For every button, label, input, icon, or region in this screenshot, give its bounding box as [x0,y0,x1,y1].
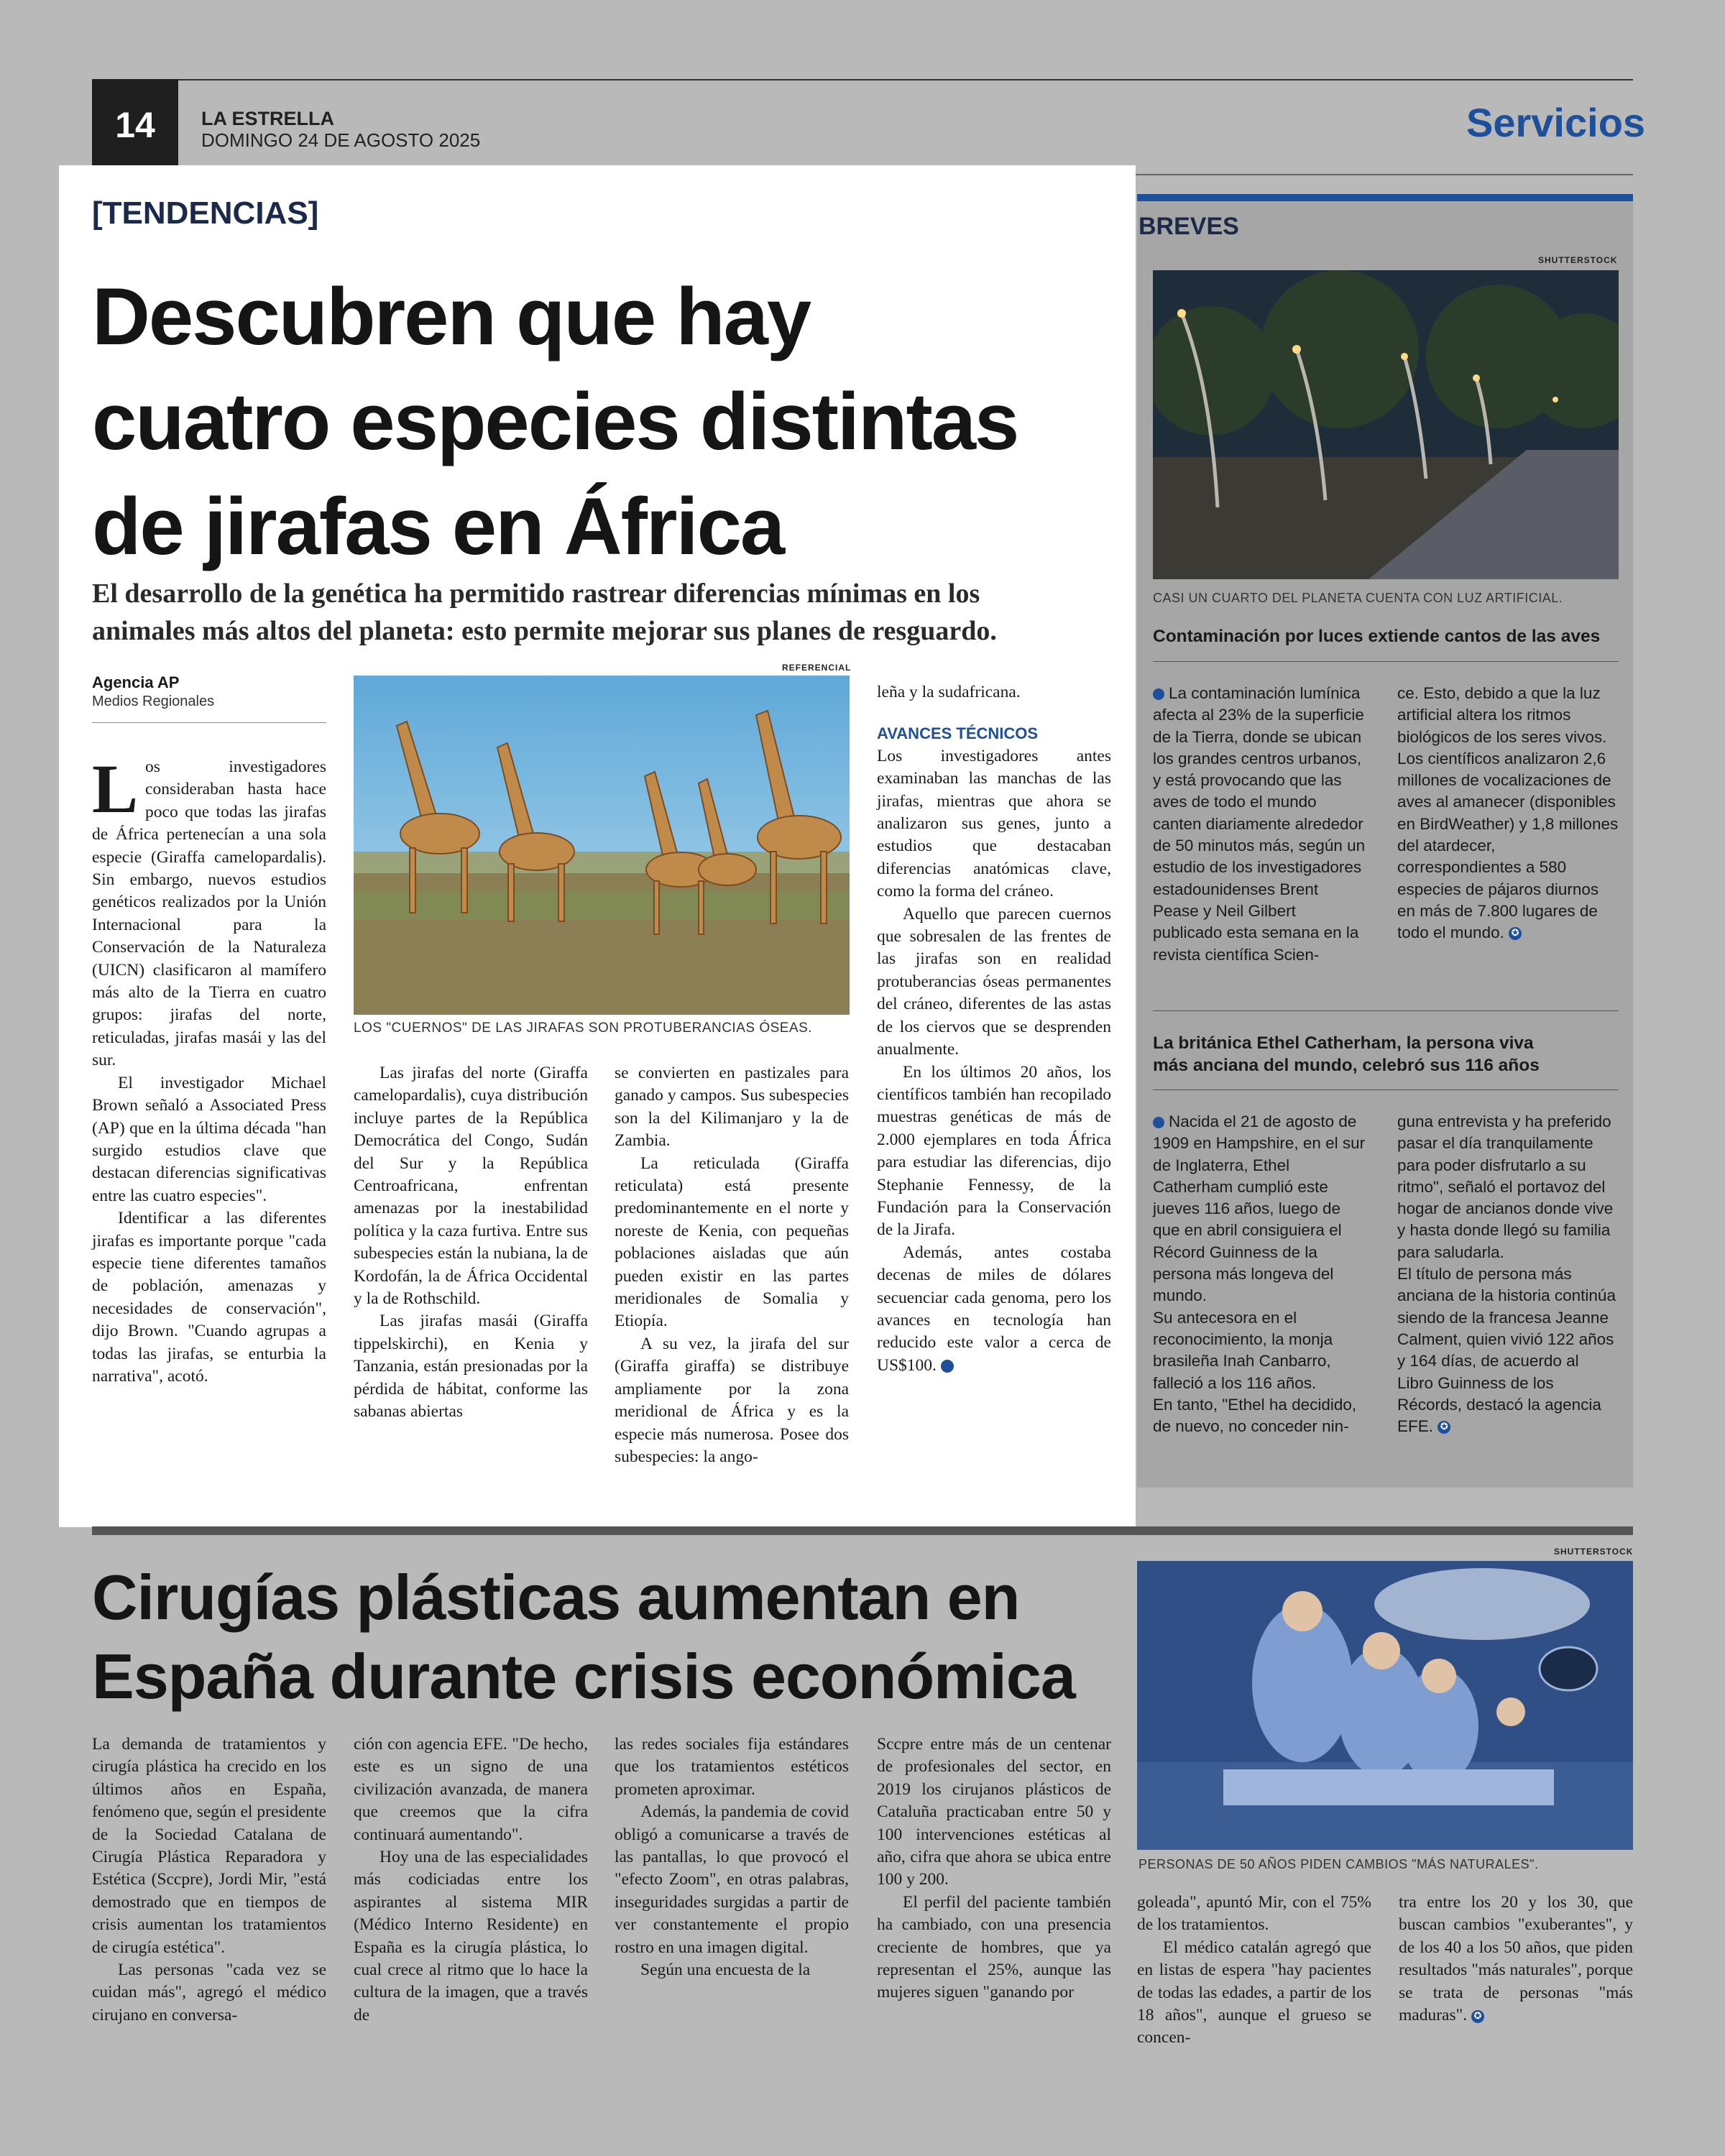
newspaper-name: LA ESTRELLA [201,108,334,129]
headline-line: cuatro especies distintas [92,377,1018,466]
headline-line: La británica Ethel Catherham, la persona viva [1153,1033,1534,1053]
brief-paragraph [1153,1111,1368,1307]
article-column-3 [615,1062,849,1468]
headline-line: Cirugías plásticas aumentan en [92,1562,1020,1633]
brief2-top-rule [1153,1010,1619,1011]
byline: Agencia AP [92,673,180,691]
paragraph-text: Además, antes costaba decenas de miles de dólares secuenciar cada genoma, pero los avances en tecnología han reducido este valor a cerca de US$100. [877,1243,1111,1375]
paragraph: Los investigadores antes examinaban las manchas de las jirafas, mientras que ahora se analizaron sus genes, junto a estudios que destacaban diferencias anatómicas clave, como la forma del cráneo. [877,746,1111,901]
headline-line: más anciana del mundo, celebró sus 116 años [1153,1056,1540,1075]
sidebar-photo-credit: SHUTTERSTOCK [1538,255,1618,265]
surgery-photo-caption: PERSONAS DE 50 AÑOS PIDEN CAMBIOS "MÁS NATURALES". [1138,1857,1539,1871]
paragraph: Hoy una de las especialidades más codiciadas entre los aspirantes al sistema MIR (Médico Interno Residente) en España es la cirugía plástica, lo cual crece al ritmo que lo hace la cultura de la imagen, que a través de [354,1848,588,2024]
main-headline [92,264,1127,579]
brief-paragraph: Su antecesora en el reconocimiento, la monja brasileña Inah Canbarro, falleció a los 116 años. [1153,1308,1333,1392]
paragraph: El investigador Michael Brown señaló a Associated Press (AP) que en la última década "han surgido estudios clave que destacan diferencias significativas entre las cuatro especies". [92,1073,326,1205]
bullet-dot-icon [1153,1117,1164,1128]
second-column-1 [92,1733,326,2027]
night-lights-photo [1153,270,1619,579]
headline-line: de jirafas en África [92,482,784,571]
paragraph: La reticulada (Giraffa reticulata) está presente predominantemente en el norte y noreste de Kenia, con pequeñas poblaciones aisladas que aún pueden existir en las partes meridionales de Somalia y Etiopía. [615,1153,849,1331]
paragraph [877,1242,1111,1377]
brief-paragraph [1153,683,1368,966]
paragraph: Según una encuesta de la [640,1961,811,1980]
brief-paragraph [1397,683,1619,944]
photo-credit: REFERENCIAL [782,663,852,673]
paragraph [1399,1892,1633,2027]
sidebar-photo-caption: CASI UN CUARTO DEL PLANETA CUENTA CON LUZ ARTIFICIAL. [1153,591,1563,605]
second-column-5 [1137,1892,1371,2050]
brief-paragraph: guna entrevista y ha preferido pasar el día tranquilamente para poder disfrutarlo a su ritmo", señaló el portavoz del hogar de ancianos donde vive y hasta donde llegó su familia para saludarla. [1397,1112,1614,1261]
paragraph: las redes sociales fija estándares que los tratamientos estéticos prometen aproximar. [615,1735,849,1799]
brief-paragraph [1397,1263,1619,1437]
brief2-column-2 [1397,1111,1619,1437]
byline-sub: Medios Regionales [92,694,215,709]
kicker: [TENDENCIAS] [92,195,319,231]
issue-date: DOMINGO 24 DE AGOSTO 2025 [201,129,481,151]
paragraph: Las personas "cada vez se cuidan más", agregó el médico cirujano en conversa- [92,1961,326,2024]
brief-text: La contaminación lumínica afecta al 23% de la superficie de la Tierra, donde se ubican los grandes centros urbanos, y está provocando que las aves de todo el mundo canten diariamente alrededor de 50 minutos más, según un estudio de los investigadores estadounidenses Brent Pease y Neil Gilbert publicado esta semana en la revista científica Scien- [1153,684,1366,964]
photo-caption: LOS "CUERNOS" DE LAS JIRAFAS SON PROTUBERANCIAS ÓSEAS. [354,1021,813,1036]
headline-line: España durante crisis económica [92,1641,1075,1712]
second-column-4 [877,1733,1111,2004]
paragraph: Aquello que parecen cuernos que sobresalen de las frentes de las jirafas son en realidad protuberancias óseas permanentes del cráneo, diferentes de las astas de los ciervos que se desprenden anualmente. [877,904,1111,1059]
page-number: 14 [92,79,178,171]
paragraph: goleada", apuntó Mir, con el 75% de los tratamientos. [1137,1893,1371,1935]
brief-text: Nacida el 21 de agosto de 1909 en Hampshire, en el sur de Inglaterra, Ethel Catherham cumplió este jueves 116 años, luego de que en abril consiguiera el Récord Guinness de la persona más longeva del mundo. [1153,1112,1366,1305]
article-column-2 [354,1062,588,1424]
paragraph: En los últimos 20 años, los científicos también han recopilado muestras genéticas de más de 2.000 ejemplares en toda África para estudiar las diferencias, dijo Stephanie Fennessy, de la Fundación para la Conservación de la Jirafa. [877,1062,1111,1240]
paragraph: Además, la pandemia de covid obligó a comunicarse a través de las pantallas, lo que provocó el "efecto Zoom", en otras palabras, inseguridades surgidas a partir de ver constantemente el propio rostro en una imagen digital. [615,1802,849,1957]
deck-line: El desarrollo de la genética ha permitido rastrear diferencias mínimas en los [92,579,980,609]
brief2-headline [1153,1032,1540,1077]
paragraph: El perfil del paciente también ha cambiado, con una presencia creciente de hombres, que ya representan el 25%, aunque las mujeres siguen "ganando por [877,1892,1111,2002]
header-top-rule [92,79,1633,80]
brief1-column-1 [1153,683,1368,966]
paragraph: os investigadores consideraban hasta hace poco que todas las jirafas de África pertenecían a una sola especie (Giraffa camelopardalis). Sin embargo, nuevos estudios genéticos realizados por la Unión Internacional para la Conservación de la Naturaleza (UICN) clasificaron al mamífero más alto de la Tierra en cuatro grupos: jirafas del norte, reticuladas, jirafas masái y las del sur. [92,757,326,1070]
brief-paragraph: En tanto, "Ethel ha decidido, de nuevo, no conceder nin- [1153,1395,1357,1436]
paragraph: Identificar a las diferentes jirafas es importante porque "cada especie tiene diferentes tamaños de población, amenazas y necesidades de conservación", dijo Brown. "Cuando agrupas a todas las jirafas, se enturbia la narrativa", acotó. [92,1209,326,1386]
second-column-2 [354,1733,588,2027]
deck-line: animales más altos del planeta: esto permite mejorar sus planes de resguardo. [92,616,997,646]
brief1-headline: Contaminación por luces extiende cantos de las aves [1153,627,1601,646]
article-column-1 [92,750,326,1388]
paragraph: La demanda de tratamientos y cirugía plástica ha crecido en los últimos años en España, fenómeno que, según el presidente de la Sociedad Catalana de Cirugía Plástica Reparadora y Estética (Sccpre), Jordi Mir, "está demostrado que en tiempos de crisis aumentan los tratamientos de cirugía estética". [92,1735,326,1957]
section-name: Servicios [1466,100,1646,145]
brief1-rule [1153,661,1619,662]
brief-text: ce. Esto, debido a que la luz artificial altera los ritmos biológicos de los seres vivos. Los científicos analizaron 2,6 millones de vocalizaciones de aves al amanecer (disponibles en BirdWeather) y 1,8 millones del atardecer, correspondientes a 580 especies de pájaros diurnos en más de 7.800 lugares de todo el mundo. [1397,684,1619,942]
brief-text: El título de persona más anciana de la historia continúa siendo de la francesa Jeanne Calment, quien vivió 122 años y 164 días, de acuerdo al Libro Guinness de los Récords, destacó la agencia EFE. [1397,1265,1616,1436]
paragraph: Sccpre entre más de un centenar de profesionales del sector, en 2019 los cirujanos plásticos de Cataluña practicaban entre 50 y 100 intervenciones estéticas al año, cifra que ahora se ubica entre 100 y 200. [877,1735,1111,1889]
circle-end-icon: ✪ [1509,927,1522,940]
circle-end-icon: ✪ [1471,2010,1484,2023]
surgery-photo-credit: SHUTTERSTOCK [1554,1547,1634,1557]
bullet-dot-icon [1153,688,1164,700]
giraffes-photo [354,676,850,1015]
second-article-top-rule [92,1526,1633,1535]
second-column-3 [615,1733,849,1981]
brief2-rule [1153,1089,1619,1090]
dropcap: L [92,750,139,827]
paragraph-text: tra entre los 20 y los 30, que buscan cambios "exuberantes", y de los 40 a los 50 años, que piden resultados "más naturales", porque se trata de personas "más maduras". [1399,1893,1633,2025]
brief1-column-2 [1397,683,1619,944]
sidebar-title: BREVES [1138,213,1239,240]
headline-line: Descubren que hay [92,272,811,361]
circle-end-icon: ✪ [941,1360,954,1373]
subhead: AVANCES TÉCNICOS [877,724,1039,743]
sidebar-top-bar [1137,194,1633,201]
paragraph: Las jirafas masái (Giraffa tippelskirchi), en Kenia y Tanzania, están presionadas por la pérdida de hábitat, conforme las sabanas abiertas [354,1312,588,1422]
second-column-6 [1399,1892,1633,2027]
paragraph: leña y la sudafricana. [877,683,1021,701]
paragraph: se convierten en pastizales para ganado y campos. Sus subespecies son la del Kilimanjaro y la de Zambia. [615,1064,849,1151]
surgery-photo [1137,1561,1633,1850]
circle-end-icon: ✪ [1438,1421,1450,1434]
article-column-4 [877,681,1111,1377]
paragraph: ción con agencia EFE. "De hecho, este es un signo de una civilización avanzada, de manera que creemos que la cifra continuará aumentando". [354,1735,588,1844]
paragraph: Las jirafas del norte (Giraffa camelopardalis), cuya distribución incluye partes de la República Democrática del Congo, Sudán del Sur y la República Centroafricana, enfrentan amenazas por la inestabilidad política y la caza furtiva. Entre sus subespecies están la nubiana, la de Kordofán, la de África Occidental y la de Rothschild. [354,1064,588,1309]
second-headline [92,1558,1127,1716]
deck [92,575,1141,650]
brief2-column-1 [1153,1111,1368,1437]
paragraph: El médico catalán agregó que en listas de espera "hay pacientes de todas las edades, a partir de los 18 años", aunque el grueso se concen- [1137,1938,1371,2047]
byline-rule [92,722,326,723]
paragraph: A su vez, la jirafa del sur (Giraffa giraffa) se distribuye ampliamente por la zona meridional de África y es la especie más numerosa. Posee dos subespecies: la ango- [615,1334,849,1466]
